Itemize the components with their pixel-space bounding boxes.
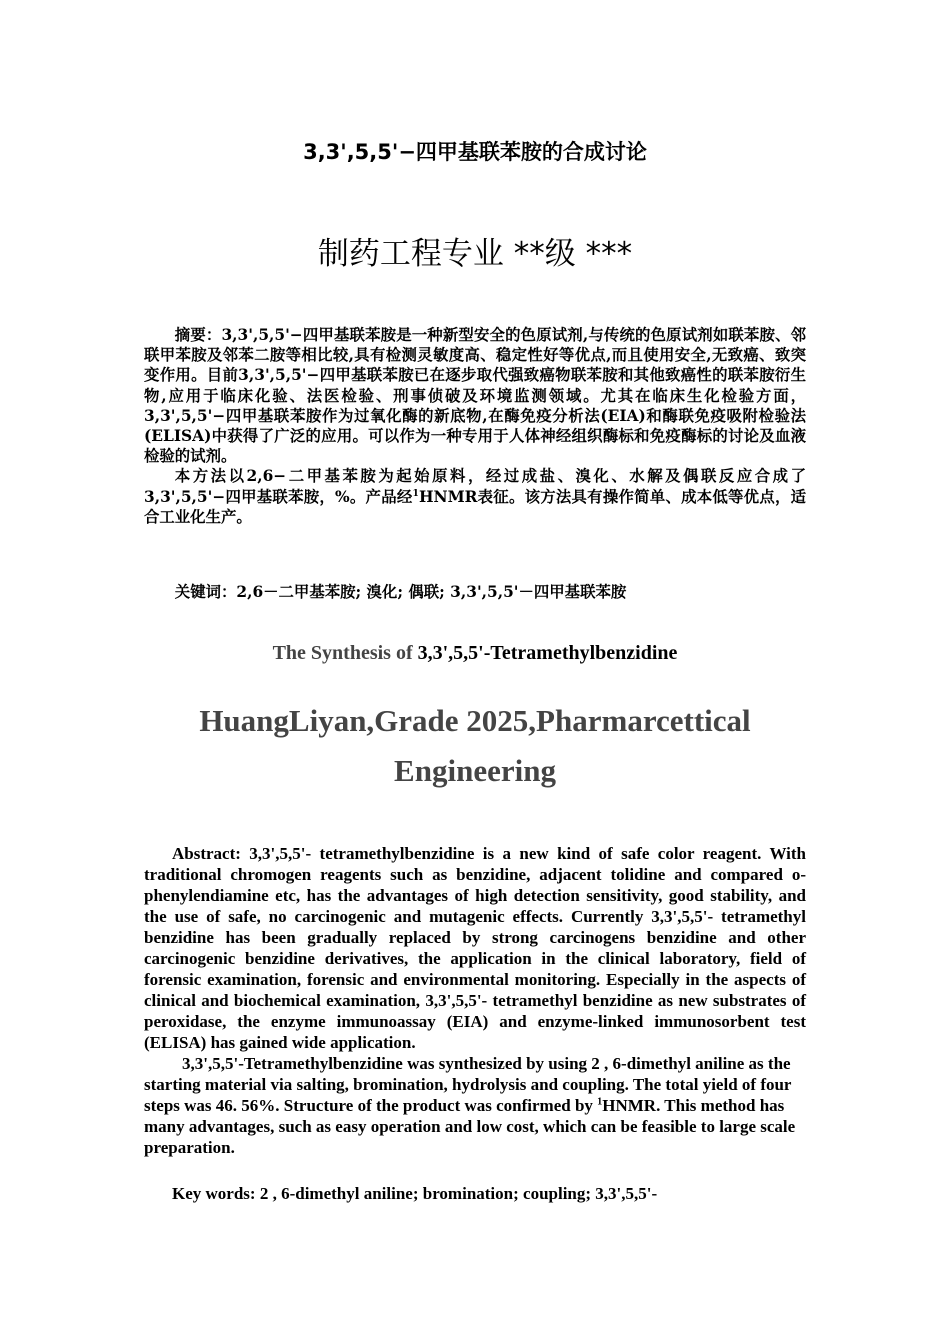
- chinese-abstract-label: 摘要：: [174, 326, 222, 344]
- english-author-line: [0, 696, 950, 796]
- chinese-abstract-text-1: 3,3',5,5'−四甲基联苯胺是一种新型安全的色原试剂,与传统的色原试剂如联苯胺、邻联甲苯胺及邻苯二胺等相比较,具有检测灵敏度高、稳定性好等优点,而且使用安全,无致癌、致突变作用。目前3,3',5,5'−四甲基联苯胺已在逐步取代强致癌物联苯胺和其他致癌性的联苯胺衍生物,应用于临床化验、法医检验、刑事侦破及环境监测领域。尤其在临床生化检验方面，3,3',5,5'−四甲基联苯胺作为过氧化酶的新底物,在酶免疫分析法(EIA)和酶联免疫吸附检验法(ELISA)中获得了广泛的应用。可以作为一种专用于人体神经组织酶标和免疫酶标的讨论及血液检验的试剂。: [144, 326, 806, 466]
- chinese-title: 3,3',5,5'−四甲基联苯胺的合成讨论: [303, 140, 647, 164]
- superscript-1-en: 1: [597, 1096, 603, 1108]
- chinese-keywords-label: 关键词：: [174, 583, 237, 601]
- chinese-abstract-paragraph-1: [144, 325, 806, 466]
- chinese-author-line: 制药工程专业 **级 ***: [317, 236, 633, 272]
- english-title: [0, 642, 950, 665]
- english-keywords: Key words: 2 , 6-dimethyl aniline; bromination; coupling; 3,3',5,5'-: [172, 1184, 658, 1203]
- english-abstract-paragraph-2: [144, 1053, 806, 1158]
- chinese-abstract-paragraph-2: [144, 466, 806, 527]
- superscript-1: 1: [412, 487, 419, 499]
- chinese-keywords: [144, 580, 806, 602]
- english-author-line-1: HuangLiyan,Grade 2025,Pharmarcettical: [199, 703, 751, 738]
- chinese-abstract-text-2a: 本方法以2,6−二甲基苯胺为起始原料，经过成盐、溴化、水解及偶联反应合成了3,3',5,5'−四甲基联苯胺，%。产品经: [144, 467, 806, 506]
- english-abstract-text-2a: 3,3',5,5'-Tetramethylbenzidine was synthesized by using 2 , 6-dimethyl aniline as the starting material via salting, bromination, hydrolysis and coupling. The total yield of four steps was 46. 56%. Structure of the product was confirmed by: [144, 1054, 792, 1115]
- english-author-line-2: Engineering: [394, 753, 556, 788]
- chinese-keywords-text: 2,6－二甲基苯胺; 溴化; 偶联; 3,3',5,5'－四甲基联苯胺: [236, 583, 627, 601]
- english-abstract-text-2b: HNMR. This method has many advantages, such as easy operation and low cost, which can be feasible to large scale preparation.: [144, 1096, 796, 1157]
- chinese-abstract: [144, 325, 806, 527]
- english-abstract-paragraph-1: Abstract: 3,3',5,5'- tetramethylbenzidine is a new kind of safe color reagent. With traditional chromogen reagents such as benzidine, adjacent tolidine and compared o-phenylendiamine etc, has the advantages of high detection sensitivity, good stability, and the use of safe, no carcinogenic and mutagenic effects. Currently 3,3',5,5'- tetramethyl benzidine has been gradually replaced by strong carcinogens benzidine and other carcinogenic benzidine derivatives, the application in the clinical laboratory, field of forensic examination, forensic and environmental monitoring. Especially in the aspects of clinical and biochemical examination, 3,3',5,5'- tetramethyl benzidine as new substrates of peroxidase, the enzyme immunoassay (EIA) and enzyme-linked immunosorbent test (ELISA) has gained wide application.: [144, 844, 806, 1052]
- english-title-part-1: The Synthesis of: [272, 642, 418, 664]
- chinese-abstract-text-2b: HNMR表征。该方法具有操作简单、成本低等优点，适合工业化生产。: [144, 487, 807, 526]
- english-title-part-2: 3,3',5,5'-Tetramethylbenzidine: [417, 642, 678, 664]
- english-abstract: [144, 843, 806, 1158]
